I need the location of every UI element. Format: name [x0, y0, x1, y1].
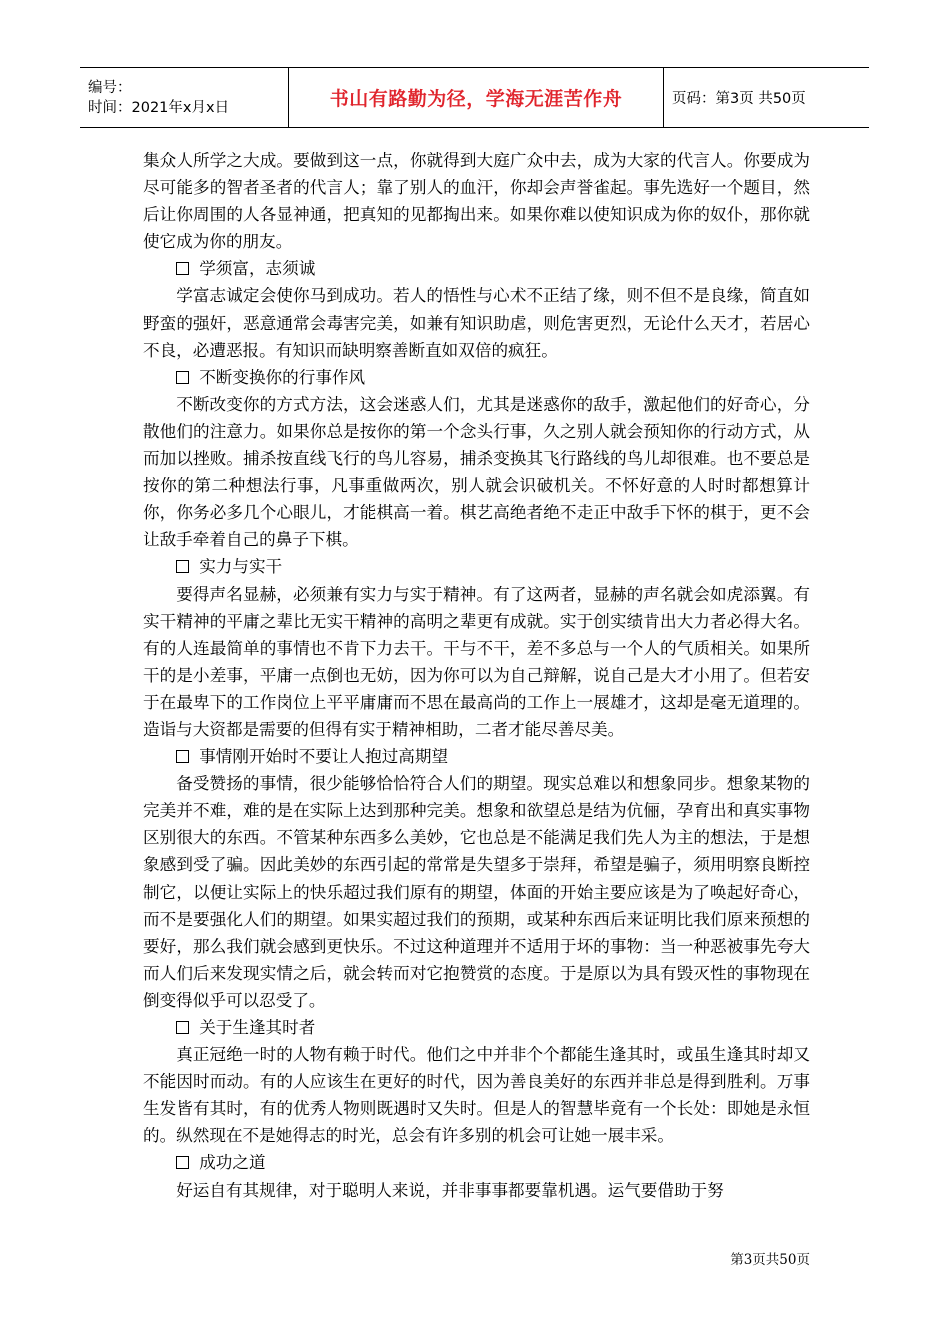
section-heading	[143, 553, 810, 580]
document-number-label: 编号：	[88, 79, 132, 96]
section-heading-text: 事情刚开始时不要让人抱过高期望	[199, 747, 449, 767]
section-heading-text: 成功之道	[199, 1153, 266, 1173]
section-heading-text: 学须富，志须诚	[199, 259, 316, 279]
header-meta	[80, 68, 289, 128]
checkbox-bullet-icon	[176, 1021, 189, 1034]
header-motto: 书山有路勤为径，学海无涯苦作舟	[289, 68, 664, 128]
document-header	[80, 67, 869, 128]
section-paragraph: 好运自有其规律，对于聪明人来说，并非事事都要靠机遇。运气要借助于努	[176, 1180, 724, 1200]
intro-paragraph: 集众人所学之大成。要做到这一点，你就得到大庭广众中去，成为大家的代言人。你要成为尽可能多的智者圣者的代言人；靠了别人的血汗，你却会声誉雀起。事先选好一个题目，然后让你周围的人各显神通，把真知的见都掏出来。如果你难以使知识成为你的奴仆，那你就使它成为你的朋友。	[143, 151, 810, 252]
section-heading	[143, 1149, 810, 1176]
header-page-number: 页码：第3页 共50页	[672, 91, 806, 107]
section-heading	[143, 364, 810, 391]
section-paragraph: 要得声名显赫，必须兼有实力与实于精神。有了这两者，显赫的声名就会如虎添翼。有实干精神的平庸之辈比无实干精神的高明之辈更有成就。实于创实绩肯出大力者必得大名。有的人连最简单的事情也不肯下力去干。干与不干，差不多总与一个人的气质相关。如果所干的是小差事，平庸一点倒也无妨，因为你可以为自己辩解，说自己是大才小用了。但若安于在最卑下的工作岗位上平平庸庸而不思在最高尚的工作上一展雄才，这却是毫无道理的。造诣与大资都是需要的但得有实于精神相助，二者才能尽善尽美。	[143, 584, 810, 739]
checkbox-bullet-icon	[176, 750, 189, 763]
section-heading	[143, 255, 810, 282]
document-date-label: 时间：2021年x月x日	[88, 99, 230, 116]
section-heading-text: 不断变换你的行事作风	[199, 367, 366, 387]
section-paragraph: 不断改变你的方式方法，这会迷惑人们，尤其是迷惑你的敌手，激起他们的好奇心，分散他们的注意力。如果你总是按你的第一个念头行事，久之别人就会预知你的行动方式，从而加以挫败。捕杀按直线飞行的鸟儿容易，捕杀变换其飞行路线的鸟儿却很难。也不要总是按你的第二种想法行事，凡事重做两次，别人就会识破机关。不怀好意的人时时都想算计你，你务必多几个心眼儿，才能棋高一着。棋艺高绝者绝不走正中敌手下怀的棋于，更不会让敌手牵着自己的鼻子下棋。	[143, 394, 810, 550]
section-heading-text: 实力与实干	[199, 557, 283, 577]
section-paragraph: 备受赞扬的事情，很少能够恰恰符合人们的期望。现实总难以和想象同步。想象某物的完美并不难，难的是在实际上达到那种完美。想象和欲望总是结为伉俪，孕育出和真实事物区别很大的东西。不管某种东西多么美妙，它也总是不能满足我们先人为主的想法，于是想象感到受了骗。因此美妙的东西引起的常常是失望多于崇拜，希望是骗子，须用明察良断控制它，以便让实际上的快乐超过我们原有的期望，体面的开始主要应该是为了唤起好奇心，而不是要强化人们的期望。如果实超过我们的预期，或某种东西后来证明比我们原来预想的要好，那么我们就会感到更快乐。不过这种道理并不适用于坏的事物：当一种恶被事先夸大而人们后来发现实情之后，就会转而对它抱赞赏的态度。于是原以为具有毁灭性的事物现在倒变得似乎可以忍受了。	[143, 774, 810, 1010]
section-heading	[143, 743, 810, 770]
section-paragraph: 真正冠绝一时的人物有赖于时代。他们之中并非个个都能生逢其时，或虽生逢其时却又不能因时而动。有的人应该生在更好的时代，因为善良美好的东西并非总是得到胜利。万事生发皆有其时，有的优秀人物则既遇时又失时。但是人的智慧毕竟有一个长处：即她是永恒的。纵然现在不是她得志的时光，总会有许多别的机会可让她一展丰采。	[143, 1045, 810, 1146]
checkbox-bullet-icon	[176, 560, 189, 573]
checkbox-bullet-icon	[176, 1156, 189, 1169]
document-body	[143, 147, 810, 1204]
section-heading-text: 关于生逢其时者	[199, 1018, 316, 1037]
section-heading	[143, 1014, 810, 1041]
checkbox-bullet-icon	[176, 371, 189, 384]
page-footer: 第3页共50页	[730, 1252, 810, 1268]
section-paragraph: 学富志诚定会使你马到成功。若人的悟性与心术不正结了缘，则不但不是良缘，简直如野蛮的强奸，恶意通常会毒害完美，如兼有知识助虐，则危害更烈，无论什么天才，若居心不良，必遭恶报。有知识而缺明察善断直如双倍的疯狂。	[143, 286, 810, 360]
checkbox-bullet-icon	[176, 262, 189, 275]
